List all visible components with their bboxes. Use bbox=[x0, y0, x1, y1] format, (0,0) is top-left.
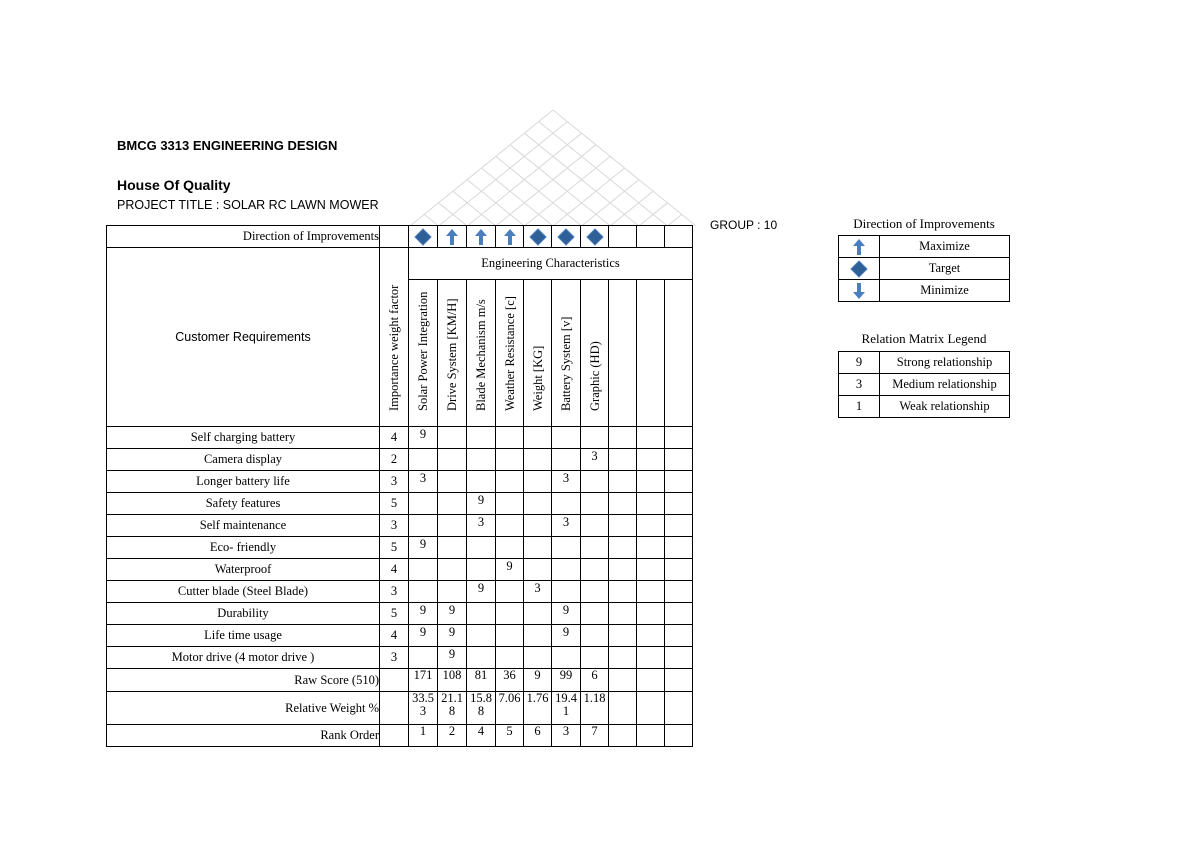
characteristic-header bbox=[581, 280, 609, 427]
relationship-cell bbox=[581, 493, 609, 515]
direction-cell bbox=[552, 226, 581, 248]
raw-score-row bbox=[107, 669, 693, 692]
relationship-cell bbox=[496, 581, 524, 603]
relationship-cell bbox=[637, 537, 665, 559]
up-arrow-icon bbox=[443, 228, 461, 246]
relationship-cell bbox=[409, 559, 438, 581]
relationship-cell bbox=[665, 537, 693, 559]
relationship-cell bbox=[467, 603, 496, 625]
relative-weight-value: 21.1 8 bbox=[438, 692, 467, 725]
relationship-cell bbox=[552, 449, 581, 471]
relationship-cell bbox=[409, 647, 438, 669]
requirement-row bbox=[107, 427, 693, 449]
requirement-label: Camera display bbox=[107, 449, 380, 471]
characteristic-label: Solar Power Integration bbox=[416, 291, 430, 411]
direction-legend-title: Direction of Improvements bbox=[853, 216, 995, 231]
relationship-cell: 9 bbox=[409, 537, 438, 559]
raw-score-label: Raw Score (510) bbox=[107, 669, 380, 692]
characteristic-label: Battery System [v] bbox=[559, 316, 573, 411]
diamond-icon bbox=[850, 260, 868, 278]
relationship-cell bbox=[581, 559, 609, 581]
relationship-cell: 9 bbox=[467, 581, 496, 603]
rank-order-value: 1 bbox=[409, 725, 438, 747]
relationship-cell bbox=[637, 493, 665, 515]
characteristic-label: Weight [KG] bbox=[530, 345, 545, 411]
relationship-cell bbox=[581, 581, 609, 603]
relationship-cell: 9 bbox=[496, 559, 524, 581]
requirement-row bbox=[107, 581, 693, 603]
importance-weight-header bbox=[380, 248, 409, 427]
relationship-cell bbox=[409, 581, 438, 603]
direction-cell bbox=[409, 226, 438, 248]
rank-order-weight-blank bbox=[380, 725, 409, 747]
relationship-cell bbox=[665, 471, 693, 493]
relationship-cell bbox=[665, 603, 693, 625]
relationship-cell bbox=[524, 493, 552, 515]
hoq-title: House Of Quality bbox=[117, 177, 231, 193]
characteristic-header bbox=[552, 280, 581, 427]
relationship-cell bbox=[467, 537, 496, 559]
diamond-icon bbox=[414, 228, 432, 246]
importance-weight: 3 bbox=[380, 647, 409, 669]
relationship-cell bbox=[609, 559, 637, 581]
direction-cell bbox=[665, 226, 693, 248]
relationship-cell: 9 bbox=[552, 603, 581, 625]
relationship-cell bbox=[496, 449, 524, 471]
characteristic-header bbox=[438, 280, 467, 427]
importance-weight-label: Importance weight factor bbox=[387, 284, 401, 411]
raw-score-value: 9 bbox=[524, 669, 552, 692]
rank-order-row bbox=[107, 725, 693, 747]
characteristic-header bbox=[665, 280, 693, 427]
relative-weight-value bbox=[665, 692, 693, 725]
relationship-cell bbox=[467, 647, 496, 669]
relationship-cell bbox=[524, 559, 552, 581]
relationship-cell bbox=[496, 493, 524, 515]
relationship-cell bbox=[665, 647, 693, 669]
relative-weight-value: 1.18 bbox=[581, 692, 609, 725]
characteristic-label: Graphic (HD) bbox=[587, 341, 602, 411]
relationship-cell bbox=[609, 449, 637, 471]
relationship-cell bbox=[496, 603, 524, 625]
direction-cell bbox=[496, 226, 524, 248]
relationship-cell bbox=[409, 449, 438, 471]
requirement-label: Life time usage bbox=[107, 625, 380, 647]
relative-weight-label: Relative Weight % bbox=[107, 692, 380, 725]
relationship-cell bbox=[552, 537, 581, 559]
requirement-row bbox=[107, 471, 693, 493]
relationship-cell: 3 bbox=[467, 515, 496, 537]
up-arrow-icon bbox=[472, 228, 490, 246]
relationship-cell: 3 bbox=[524, 581, 552, 603]
relationship-cell bbox=[665, 427, 693, 449]
direction-cell bbox=[467, 226, 496, 248]
relationship-cell bbox=[637, 603, 665, 625]
diamond-icon bbox=[586, 228, 604, 246]
relationship-cell bbox=[524, 471, 552, 493]
relationship-cell bbox=[552, 427, 581, 449]
requirement-row bbox=[107, 449, 693, 471]
relative-weight-row bbox=[107, 692, 693, 725]
relationship-cell bbox=[467, 559, 496, 581]
engineering-characteristics-label: Engineering Characteristics bbox=[409, 248, 693, 280]
relationship-cell bbox=[637, 427, 665, 449]
importance-weight: 5 bbox=[380, 603, 409, 625]
house-of-quality-matrix bbox=[106, 225, 693, 747]
requirement-row bbox=[107, 537, 693, 559]
characteristic-header bbox=[524, 280, 552, 427]
raw-score-value: 81 bbox=[467, 669, 496, 692]
raw-score-value bbox=[637, 669, 665, 692]
relative-weight-value: 1.76 bbox=[524, 692, 552, 725]
relationship-cell bbox=[467, 625, 496, 647]
roof-grid-line bbox=[510, 145, 610, 226]
relationship-cell bbox=[581, 471, 609, 493]
course-title: BMCG 3313 ENGINEERING DESIGN bbox=[117, 138, 338, 153]
characteristic-label: Drive System [KM/H] bbox=[445, 298, 459, 411]
rank-order-value bbox=[637, 725, 665, 747]
legend-icon-cell bbox=[839, 236, 880, 258]
relationship-cell bbox=[609, 625, 637, 647]
relationship-cell bbox=[496, 647, 524, 669]
requirement-row bbox=[107, 515, 693, 537]
requirement-row bbox=[107, 647, 693, 669]
relative-weight-value: 19.4 1 bbox=[552, 692, 581, 725]
legend-value: 3 bbox=[839, 374, 880, 396]
legend-value: 9 bbox=[839, 352, 880, 374]
direction-cell bbox=[581, 226, 609, 248]
relationship-cell: 3 bbox=[581, 449, 609, 471]
relationship-cell bbox=[524, 625, 552, 647]
relationship-cell bbox=[609, 603, 637, 625]
relationship-cell bbox=[524, 647, 552, 669]
relationship-cell bbox=[609, 515, 637, 537]
relationship-cell bbox=[581, 647, 609, 669]
relationship-cell bbox=[637, 449, 665, 471]
characteristic-header bbox=[467, 280, 496, 427]
relationship-cell bbox=[581, 515, 609, 537]
direction-cell bbox=[438, 226, 467, 248]
relationship-cell bbox=[496, 537, 524, 559]
relationship-cell bbox=[581, 427, 609, 449]
direction-cell bbox=[637, 226, 665, 248]
relationship-cell bbox=[552, 647, 581, 669]
characteristic-header bbox=[637, 280, 665, 427]
relative-weight-weight-blank bbox=[380, 692, 409, 725]
requirement-row bbox=[107, 625, 693, 647]
relationship-cell bbox=[409, 493, 438, 515]
relationship-cell: 9 bbox=[438, 603, 467, 625]
relationship-cell: 3 bbox=[552, 471, 581, 493]
relationship-cell bbox=[637, 559, 665, 581]
legend-relation-label: Medium relationship bbox=[880, 374, 1010, 396]
relationship-cell bbox=[637, 471, 665, 493]
relationship-cell bbox=[496, 625, 524, 647]
relationship-cell bbox=[552, 559, 581, 581]
relation-legend-title: Relation Matrix Legend bbox=[861, 331, 987, 346]
relationship-cell: 9 bbox=[409, 603, 438, 625]
rank-order-value: 7 bbox=[581, 725, 609, 747]
direction-row bbox=[107, 226, 693, 248]
diamond-icon bbox=[529, 228, 547, 246]
rank-order-value: 6 bbox=[524, 725, 552, 747]
relationship-cell bbox=[637, 581, 665, 603]
relationship-cell bbox=[438, 427, 467, 449]
requirement-label: Eco- friendly bbox=[107, 537, 380, 559]
relationship-cell bbox=[524, 537, 552, 559]
requirement-label: Longer battery life bbox=[107, 471, 380, 493]
relationship-cell bbox=[609, 471, 637, 493]
direction-label: Direction of Improvements bbox=[107, 226, 380, 248]
roof-grid-line bbox=[539, 122, 668, 226]
raw-score-value: 171 bbox=[409, 669, 438, 692]
relationship-cell bbox=[467, 427, 496, 449]
relationship-cell bbox=[609, 427, 637, 449]
relative-weight-value: 33.5 3 bbox=[409, 692, 438, 725]
relationship-cell bbox=[665, 625, 693, 647]
roof-grid-line bbox=[553, 168, 625, 226]
requirement-label: Waterproof bbox=[107, 559, 380, 581]
importance-weight: 4 bbox=[380, 625, 409, 647]
relationship-cell bbox=[609, 647, 637, 669]
relationship-cell bbox=[581, 537, 609, 559]
relationship-cell bbox=[438, 559, 467, 581]
relationship-cell bbox=[609, 581, 637, 603]
requirement-row bbox=[107, 559, 693, 581]
up-arrow-icon bbox=[501, 228, 519, 246]
relationship-cell bbox=[467, 471, 496, 493]
roof-grid-line bbox=[439, 122, 568, 226]
legend-direction-label: Minimize bbox=[880, 280, 1010, 302]
rank-order-value: 3 bbox=[552, 725, 581, 747]
importance-weight: 4 bbox=[380, 427, 409, 449]
down-arrow-icon bbox=[850, 282, 868, 300]
raw-score-value: 108 bbox=[438, 669, 467, 692]
rank-order-value: 4 bbox=[467, 725, 496, 747]
importance-weight: 2 bbox=[380, 449, 409, 471]
relationship-cell bbox=[438, 471, 467, 493]
rank-order-value bbox=[665, 725, 693, 747]
requirement-label: Safety features bbox=[107, 493, 380, 515]
relationship-cell bbox=[524, 603, 552, 625]
requirement-label: Motor drive (4 motor drive ) bbox=[107, 647, 380, 669]
raw-score-value: 36 bbox=[496, 669, 524, 692]
relationship-cell bbox=[581, 625, 609, 647]
relationship-cell bbox=[665, 449, 693, 471]
characteristic-header bbox=[409, 280, 438, 427]
direction-cell bbox=[524, 226, 552, 248]
relationship-cell bbox=[665, 559, 693, 581]
legend-direction-label: Target bbox=[880, 258, 1010, 280]
relationship-cell bbox=[524, 449, 552, 471]
legend-value: 1 bbox=[839, 396, 880, 418]
importance-weight: 3 bbox=[380, 581, 409, 603]
importance-weight: 5 bbox=[380, 493, 409, 515]
relationship-cell bbox=[665, 581, 693, 603]
relationship-cell bbox=[637, 625, 665, 647]
relationship-cell: 9 bbox=[552, 625, 581, 647]
relationship-cell bbox=[496, 515, 524, 537]
legend-icon-cell bbox=[839, 258, 880, 280]
relationship-cell bbox=[496, 471, 524, 493]
up-arrow-icon bbox=[850, 238, 868, 256]
relationship-cell: 9 bbox=[409, 625, 438, 647]
relationship-cell bbox=[438, 537, 467, 559]
rank-order-value bbox=[609, 725, 637, 747]
raw-score-value: 6 bbox=[581, 669, 609, 692]
relationship-cell bbox=[552, 581, 581, 603]
relationship-cell bbox=[581, 603, 609, 625]
requirement-label: Durability bbox=[107, 603, 380, 625]
relation-legend bbox=[838, 351, 1010, 418]
roof-grid-line bbox=[482, 168, 554, 226]
relationship-cell bbox=[409, 515, 438, 537]
roof-grid-line bbox=[496, 145, 596, 226]
legend-relation-label: Strong relationship bbox=[880, 352, 1010, 374]
raw-score-value bbox=[609, 669, 637, 692]
relationship-cell bbox=[496, 427, 524, 449]
requirement-label: Self maintenance bbox=[107, 515, 380, 537]
customer-requirements-label: Customer Requirements bbox=[107, 248, 380, 427]
relationship-cell bbox=[438, 449, 467, 471]
relationship-cell bbox=[637, 647, 665, 669]
importance-weight: 3 bbox=[380, 515, 409, 537]
legend-direction-label: Maximize bbox=[880, 236, 1010, 258]
direction-legend bbox=[838, 235, 1010, 302]
relationship-cell bbox=[609, 537, 637, 559]
relationship-cell bbox=[609, 493, 637, 515]
importance-weight: 3 bbox=[380, 471, 409, 493]
requirement-label: Self charging battery bbox=[107, 427, 380, 449]
requirement-label: Cutter blade (Steel Blade) bbox=[107, 581, 380, 603]
rank-order-value: 5 bbox=[496, 725, 524, 747]
relationship-cell bbox=[467, 449, 496, 471]
relationship-cell bbox=[438, 515, 467, 537]
relationship-cell: 9 bbox=[438, 625, 467, 647]
relationship-cell bbox=[524, 515, 552, 537]
diamond-icon bbox=[557, 228, 575, 246]
importance-weight: 4 bbox=[380, 559, 409, 581]
relationship-cell bbox=[438, 581, 467, 603]
direction-weight-blank bbox=[380, 226, 409, 248]
relative-weight-value: 15.8 8 bbox=[467, 692, 496, 725]
relationship-cell bbox=[665, 515, 693, 537]
characteristic-header bbox=[609, 280, 637, 427]
direction-cell bbox=[609, 226, 637, 248]
requirement-row bbox=[107, 493, 693, 515]
raw-score-value bbox=[665, 669, 693, 692]
relationship-cell bbox=[524, 427, 552, 449]
legend-relation-label: Weak relationship bbox=[880, 396, 1010, 418]
raw-score-value: 99 bbox=[552, 669, 581, 692]
relationship-cell: 9 bbox=[467, 493, 496, 515]
relationship-cell: 3 bbox=[552, 515, 581, 537]
characteristic-header bbox=[496, 280, 524, 427]
rank-order-value: 2 bbox=[438, 725, 467, 747]
importance-weight: 5 bbox=[380, 537, 409, 559]
project-title: PROJECT TITLE : SOLAR RC LAWN MOWER bbox=[117, 198, 379, 212]
legend-icon-cell bbox=[839, 280, 880, 302]
relationship-cell: 3 bbox=[409, 471, 438, 493]
relationship-cell bbox=[637, 515, 665, 537]
raw-score-weight-blank bbox=[380, 669, 409, 692]
relationship-cell bbox=[665, 493, 693, 515]
relationship-cell: 9 bbox=[409, 427, 438, 449]
relationship-cell bbox=[438, 493, 467, 515]
relative-weight-value: 7.06 bbox=[496, 692, 524, 725]
relationship-cell: 9 bbox=[438, 647, 467, 669]
requirement-row bbox=[107, 603, 693, 625]
rank-order-label: Rank Order bbox=[107, 725, 380, 747]
relative-weight-value bbox=[609, 692, 637, 725]
group-label: GROUP : 10 bbox=[710, 218, 778, 232]
characteristic-label: Blade Mechanism m/s bbox=[474, 299, 488, 411]
relative-weight-value bbox=[637, 692, 665, 725]
characteristic-label: Weather Resistance [c] bbox=[502, 296, 517, 411]
relationship-cell bbox=[552, 493, 581, 515]
